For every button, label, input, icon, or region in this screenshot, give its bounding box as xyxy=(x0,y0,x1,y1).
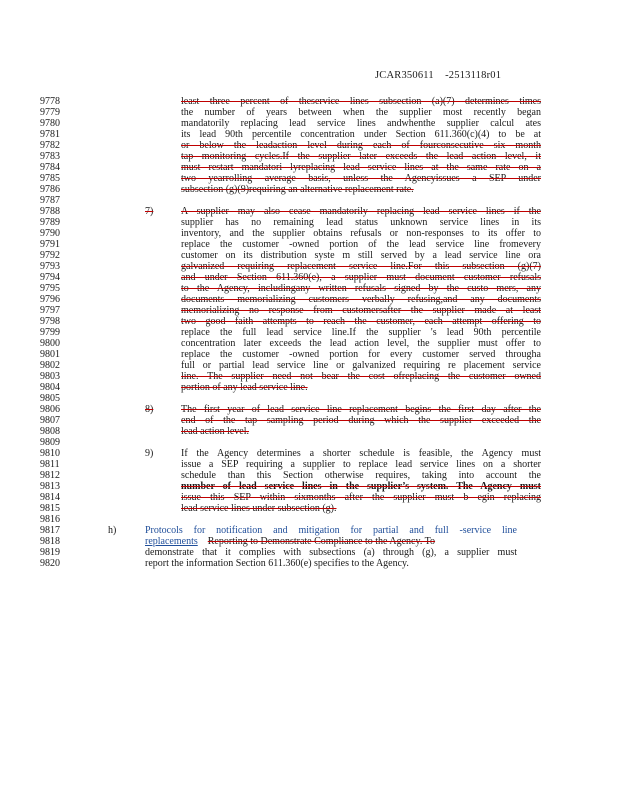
line-number: 9811 xyxy=(40,459,60,470)
line-number: 9789 xyxy=(40,217,60,228)
text-line: customer on its distribution syste m still served by a lead service line ora xyxy=(181,250,541,261)
line-number: 9797 xyxy=(40,305,60,316)
text-line: galvanized requiring replacement service line.For this subsection (g)(7) xyxy=(181,261,541,272)
line-number: 9781 xyxy=(40,129,60,140)
text-line: end of the tap sampling period during which the supplier exceeded the xyxy=(181,415,541,426)
line-number: 9801 xyxy=(40,349,60,360)
text-line: portion of any lead service line. xyxy=(181,382,308,393)
line-number: 9794 xyxy=(40,272,60,283)
text-line: its lead 90th percentile concentration under Section 611.360(c)(4) to be at xyxy=(181,129,541,140)
line-number: 9809 xyxy=(40,437,60,448)
line-number: 9820 xyxy=(40,558,60,569)
text-line: schedule than this Section otherwise requires, taking into account the xyxy=(181,470,541,481)
line-number: 9804 xyxy=(40,382,60,393)
text-line: lead service lines under subsection (g). xyxy=(181,503,337,514)
line-number: 9819 xyxy=(40,547,60,558)
item-marker-9: 9) xyxy=(145,448,154,459)
line-number: 9805 xyxy=(40,393,60,404)
text-line: issue a SEP requiring a supplier to replace lead service lines on a shorter xyxy=(181,459,541,470)
line-number: 9782 xyxy=(40,140,60,151)
text-line: full or partial lead service line or galvanized requiring re placement service xyxy=(181,360,541,371)
line-number: 9812 xyxy=(40,470,60,481)
text-line: If the Agency determines a shorter schedule is feasible, the Agency must xyxy=(181,448,541,459)
line-number: 9814 xyxy=(40,492,60,503)
text-line: to the Agency, includingany written refusals signed by the custo mers, any xyxy=(181,283,541,294)
text-line: issue this SEP within sixmonths after the supplier must b egin replacing xyxy=(181,492,541,503)
line-number: 9796 xyxy=(40,294,60,305)
text-line: The first year of lead service line replacement begins the first day after the xyxy=(181,404,541,415)
line-number: 9813 xyxy=(40,481,60,492)
line-number: 9791 xyxy=(40,239,60,250)
line-number: 9788 xyxy=(40,206,60,217)
line-number: 9783 xyxy=(40,151,60,162)
line-number: 9780 xyxy=(40,118,60,129)
line-number: 9778 xyxy=(40,96,60,107)
line-number: 9785 xyxy=(40,173,60,184)
text-line: replace the full lead service line.If the supplier 's lead 90th percentile xyxy=(181,327,541,338)
line-number: 9786 xyxy=(40,184,60,195)
text-line: the number of years between when the supplier most recently began xyxy=(181,107,541,118)
text-line: memorializing no response from customersafter the supplier made at least xyxy=(181,305,541,316)
text-line: supplier has no remaining lead status unknown service lines in its xyxy=(181,217,541,228)
text-line-inserted: Protocols for notification and mitigation for partial and full -service line xyxy=(145,525,517,536)
line-number: 9792 xyxy=(40,250,60,261)
line-number: 9803 xyxy=(40,371,60,382)
text-line: two yearrolling average basis, unless the Agencyissues a SEP under xyxy=(181,173,541,184)
text-line: inventory, and the supplier obtains refusals or non-responses to its offer to xyxy=(181,228,541,239)
text-line: lead action level. xyxy=(181,426,250,437)
text-line: documents memorializing customers verbally refusing,and any documents xyxy=(181,294,541,305)
doc-ref: -2513118r01 xyxy=(445,70,502,81)
text-line: number of lead service lines in the supplier’s system. The Agency must xyxy=(181,481,541,492)
text-line: two good faith attempts to reach the customer, each attempt offering to xyxy=(181,316,541,327)
text-line-mixed xyxy=(145,536,517,547)
text-line: subsection (g)(9)requiring an alternative replacement rate. xyxy=(181,184,414,195)
line-number: 9802 xyxy=(40,360,60,371)
line-number: 9800 xyxy=(40,338,60,349)
text-line: replace the customer -owned portion for every customer served througha xyxy=(181,349,541,360)
line-number: 9790 xyxy=(40,228,60,239)
line-number: 9799 xyxy=(40,327,60,338)
line-number: 9787 xyxy=(40,195,60,206)
line-number: 9779 xyxy=(40,107,60,118)
line-number: 9818 xyxy=(40,536,60,547)
text-line: concentration later exceeds the lead action level, the supplier must offer to xyxy=(181,338,541,349)
line-number: 9808 xyxy=(40,426,60,437)
line-number: 9817 xyxy=(40,525,60,536)
inserted-text: replacements xyxy=(145,536,198,547)
line-number: 9806 xyxy=(40,404,60,415)
line-number: 9793 xyxy=(40,261,60,272)
doc-code: JCAR350611 xyxy=(375,70,434,81)
text-line: mandatorily replacing lead service lines andwhenthe supplier calcul ates xyxy=(181,118,541,129)
line-number: 9795 xyxy=(40,283,60,294)
text-line: tap monitoring cycles.If the supplier later exceeds the lead action level, it xyxy=(181,151,541,162)
line-number: 9807 xyxy=(40,415,60,426)
line-number: 9784 xyxy=(40,162,60,173)
text-line: or below the leadaction level during each of fourconsecutive six month xyxy=(181,140,541,151)
line-number: 9810 xyxy=(40,448,60,459)
line-number: 9815 xyxy=(40,503,60,514)
text-line: and under Section 611.360(e), a supplier must document customer refusals xyxy=(181,272,541,283)
text-line: demonstrate that it complies with subsections (a) through (g), a supplier must xyxy=(145,547,517,558)
text-line: replace the customer -owned portion of the lead service line fromevery xyxy=(181,239,541,250)
text-line: least three percent of theservice lines subsection (a)(7) determines times xyxy=(181,96,541,107)
line-number: 9798 xyxy=(40,316,60,327)
text-line: A supplier may also cease mandatorily replacing lead service lines if the xyxy=(181,206,541,217)
text-line: must restart mandatori lyreplacing lead service lines at the same rate on a xyxy=(181,162,541,173)
text-line: line. The supplier need not bear the cost ofreplacing the customer owned xyxy=(181,371,541,382)
deleted-text: Reporting to Demonstrate Compliance to the Agency. To xyxy=(207,536,436,547)
item-marker-8: 8) xyxy=(145,404,154,415)
line-number: 9816 xyxy=(40,514,60,525)
item-marker-h: h) xyxy=(108,525,117,536)
item-marker-7: 7) xyxy=(145,206,154,217)
text-line: report the information Section 611.360(e) specifies to the Agency. xyxy=(145,558,409,569)
page-header xyxy=(375,70,501,81)
